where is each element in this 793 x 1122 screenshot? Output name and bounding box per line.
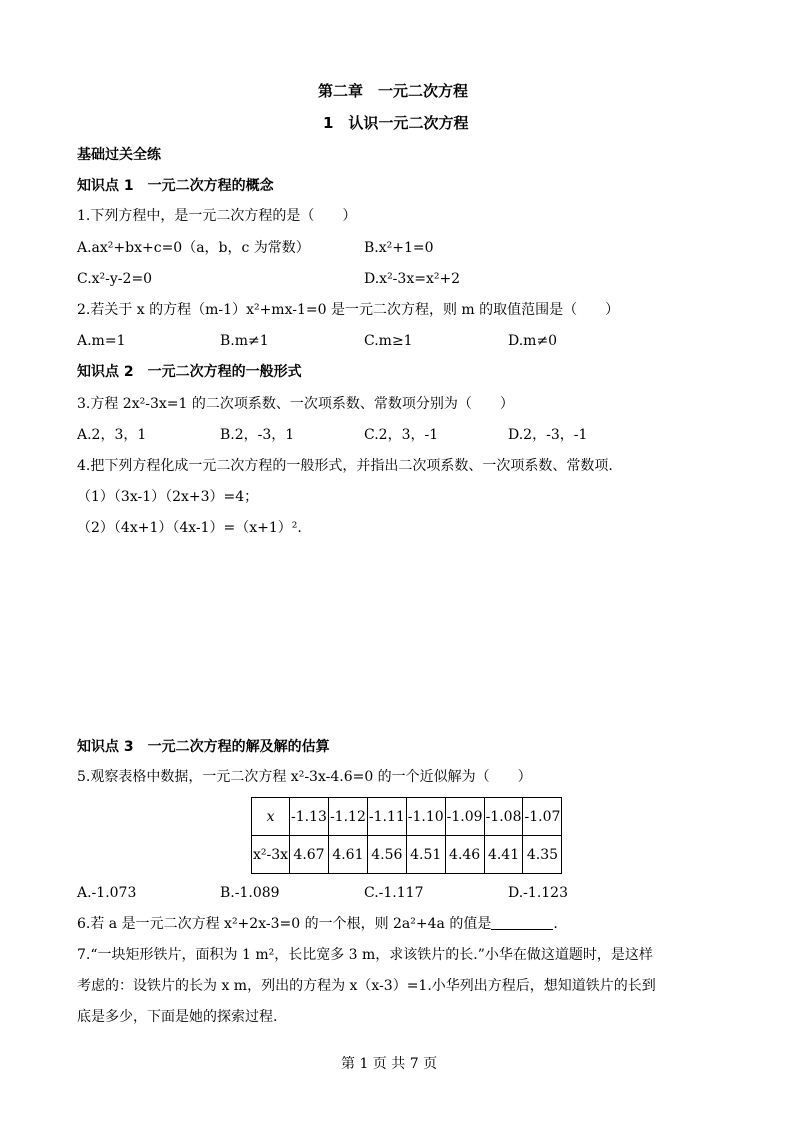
chapter-title: 第二章 一元二次方程 [318, 82, 469, 100]
knowledge-point-3: 知识点 3 一元二次方程的解及解的估算 [77, 739, 330, 755]
question-6-text: 6.若 a 是一元二次方程 x²+2x-3=0 的一个根，则 2a²+4a 的值是 [77, 916, 492, 932]
question-3-option-a: A.2，3，1 [77, 427, 147, 443]
question-1-option-d: D.x²-3x=x²+2 [364, 271, 461, 287]
table-cell: 4.46 [445, 836, 484, 874]
question-4-part-1: （1）（3x-1）（2x+3）=4； [77, 489, 259, 505]
question-7-line-3: 底是多少，下面是她的探索过程. [77, 1009, 278, 1025]
section-title: 1 认识一元二次方程 [323, 114, 469, 132]
table-row [252, 836, 562, 874]
table-cell: -1.07 [523, 798, 562, 836]
question-5-option-b: B.-1.089 [220, 885, 280, 901]
table-cell: -1.13 [290, 798, 329, 836]
question-1: 1.下列方程中，是一元二次方程的是（ ） [77, 208, 357, 224]
question-3-option-b: B.2，-3，1 [220, 427, 295, 443]
answer-blank[interactable] [491, 915, 553, 930]
question-2: 2.若关于 x 的方程（m-1）x²+mx-1=0 是一元二次方程，则 m 的取值范围是（ ） [77, 302, 620, 318]
table-cell: -1.12 [328, 798, 367, 836]
table-cell: -1.10 [406, 798, 445, 836]
table-row [252, 798, 562, 836]
data-table [251, 797, 562, 874]
question-6 [77, 914, 558, 934]
question-7-line-1: 7.“一块矩形铁片，面积为 1 m²，长比宽多 3 m，求该铁片的长.”小华在做这道题时，是这样 [77, 947, 653, 963]
question-1-option-c: C.x²-y-2=0 [77, 271, 153, 287]
question-2-option-d: D.m≠0 [508, 333, 558, 349]
table-cell: 4.35 [523, 836, 562, 874]
question-7-line-2: 考虑的：设铁片的长为 x m，列出的方程为 x（x-3）=1.小华列出方程后，想知道铁片的长到 [77, 978, 656, 994]
table-cell: 4.51 [406, 836, 445, 874]
table-cell: -1.11 [367, 798, 406, 836]
table-cell: -1.09 [445, 798, 484, 836]
question-5-option-a: A.-1.073 [77, 885, 137, 901]
question-3: 3.方程 2x²-3x=1 的二次项系数、一次项系数、常数项分别为（ ） [77, 396, 514, 412]
question-1-option-b: B.x²+1=0 [364, 240, 434, 256]
question-1-option-a: A.ax²+bx+c=0（a，b，c 为常数） [77, 240, 310, 256]
table-cell: 4.56 [367, 836, 406, 874]
knowledge-point-1: 知识点 1 一元二次方程的概念 [77, 178, 274, 194]
question-4-part-2: （2）（4x+1）（4x-1）=（x+1）². [77, 520, 302, 536]
table-cell: 4.61 [328, 836, 367, 874]
question-5-option-c: C.-1.117 [364, 885, 424, 901]
question-6-end: . [553, 916, 558, 932]
table-cell: 4.41 [484, 836, 523, 874]
question-2-option-b: B.m≠1 [220, 333, 269, 349]
table-row-label: x²-3x [252, 836, 290, 874]
table-cell: -1.08 [484, 798, 523, 836]
knowledge-point-2: 知识点 2 一元二次方程的一般形式 [77, 364, 302, 380]
question-5: 5.观察表格中数据，一元二次方程 x²-3x-4.6=0 的一个近似解为（ ） [77, 769, 532, 785]
page-footer: 第 1 页 共 7 页 [341, 1056, 438, 1072]
question-3-option-d: D.2，-3，-1 [508, 427, 588, 443]
exercise-heading: 基础过关全练 [77, 147, 161, 163]
question-2-option-a: A.m=1 [77, 333, 126, 349]
table-row-label: x [252, 798, 290, 836]
question-4: 4.把下列方程化成一元二次方程的一般形式，并指出二次项系数、一次项系数、常数项. [77, 458, 613, 474]
question-5-option-d: D.-1.123 [508, 885, 568, 901]
question-3-option-c: C.2，3，-1 [364, 427, 439, 443]
table-cell: 4.67 [290, 836, 329, 874]
question-2-option-c: C.m≥1 [364, 333, 413, 349]
